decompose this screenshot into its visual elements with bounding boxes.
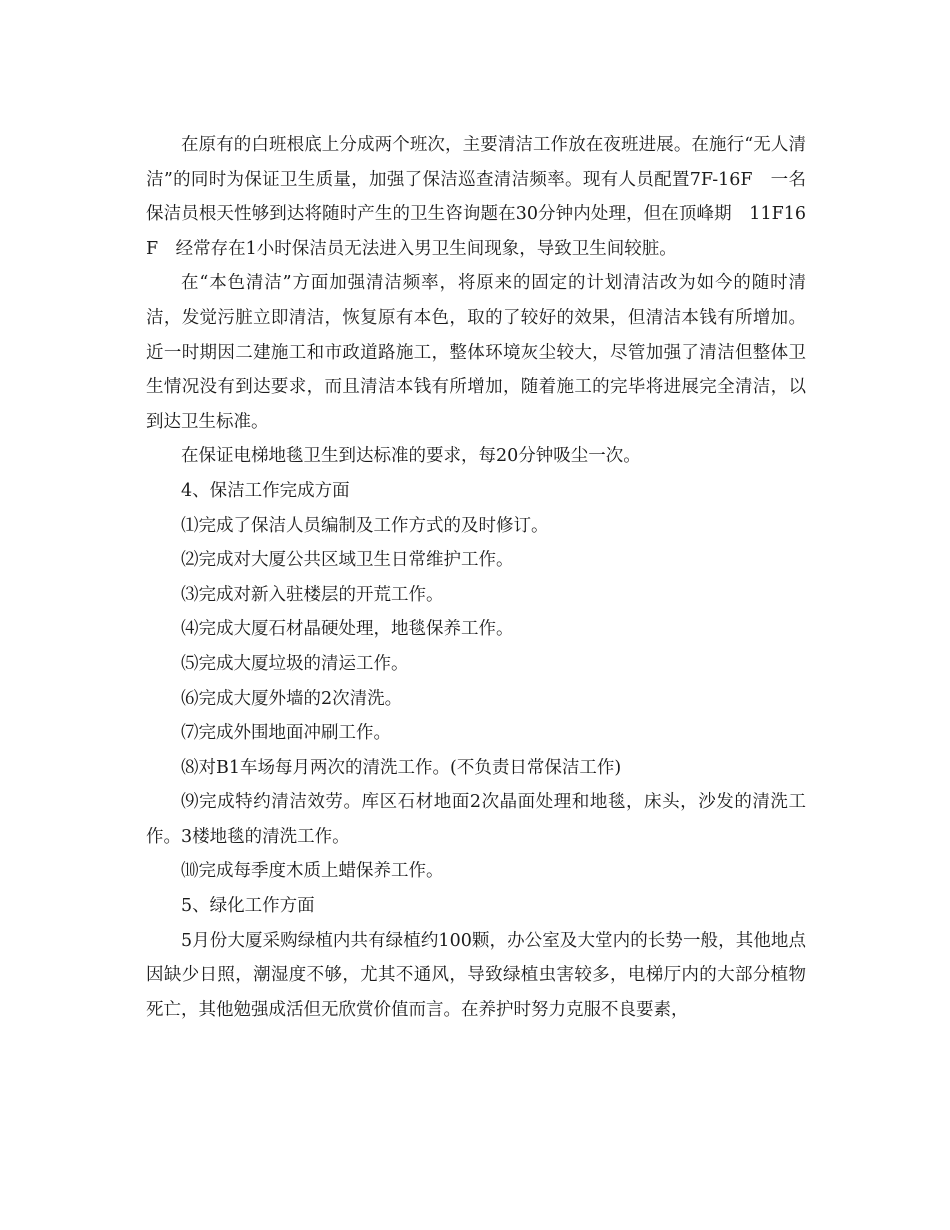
paragraph-greening-details: 5月份大厦采购绿植内共有绿植约100颗，办公室及大堂内的长势一般，其他地点因缺少日照，潮湿度不够，尤其不通风，导致绿植虫害较多，电梯厅内的大部分植物死亡，其他勉强成活但无欣赏价值而言。在养护时努力克服不良要素， <box>146 930 806 1020</box>
list-item: ⑸完成大厦垃圾的清运工作。 <box>181 653 409 674</box>
paragraph-elevator-carpet: 在保证电梯地毯卫生到达标准的要求，每20分钟吸尘一次。 <box>181 446 641 467</box>
section-heading-cleaning-completion: 4、保洁工作完成方面 <box>181 480 350 501</box>
list-item: ⑹完成大厦外墙的2次清洗。 <box>181 688 403 709</box>
list-item: ⑷完成大厦石材晶硬处理，地毯保养工作。 <box>181 619 514 640</box>
list-item: ⑵完成对大厦公共区域卫生日常维护工作。 <box>181 550 514 571</box>
list-item: ⑴完成了保洁人员编制及工作方式的及时修订。 <box>181 515 549 536</box>
paragraph-shift-arrangement: 在原有的白班根底上分成两个班次，主要清洁工作放在夜班进展。在施行“无人清洁”的同时为保证卫生质量，加强了保洁巡查清洁频率。现有人员配置7F-16F 一名保洁员根天性够到达将随时产生的卫生咨询题在30分钟内处理，但在顶峰期 11F16F 经常存在1小时保洁员无法进入男卫生间现象，导致卫生间较脏。 <box>146 135 806 259</box>
section-heading-greening: 5、绿化工作方面 <box>181 896 315 917</box>
list-item: ⑶完成对新入驻楼层的开荒工作。 <box>181 584 444 605</box>
list-item: ⑼完成特约清洁效劳。库区石材地面2次晶面处理和地毯，床头，沙发的清洗工作。3楼地毯的清洗工作。 <box>146 792 806 847</box>
list-item: ⑺完成外围地面冲刷工作。 <box>181 723 391 744</box>
document-body <box>146 128 806 1027</box>
list-item: ⑻对B1车场每月两次的清洗工作。(不负责日常保洁工作) <box>181 757 622 778</box>
paragraph-original-color-cleaning: 在“本色清洁”方面加强清洁频率，将原来的固定的计划清洁改为如今的随时清洁，发觉污脏立即清洁，恢复原有本色，取的了较好的效果，但清洁本钱有所增加。近一时期因二建施工和市政道路施工，整体环境灰尘较大，尽管加强了清洁但整体卫生情况没有到达要求，而且清洁本钱有所增加，随着施工的完毕将进展完全清洁，以到达卫生标准。 <box>146 273 806 432</box>
list-item: ⑽完成每季度木质上蜡保养工作。 <box>181 861 444 882</box>
